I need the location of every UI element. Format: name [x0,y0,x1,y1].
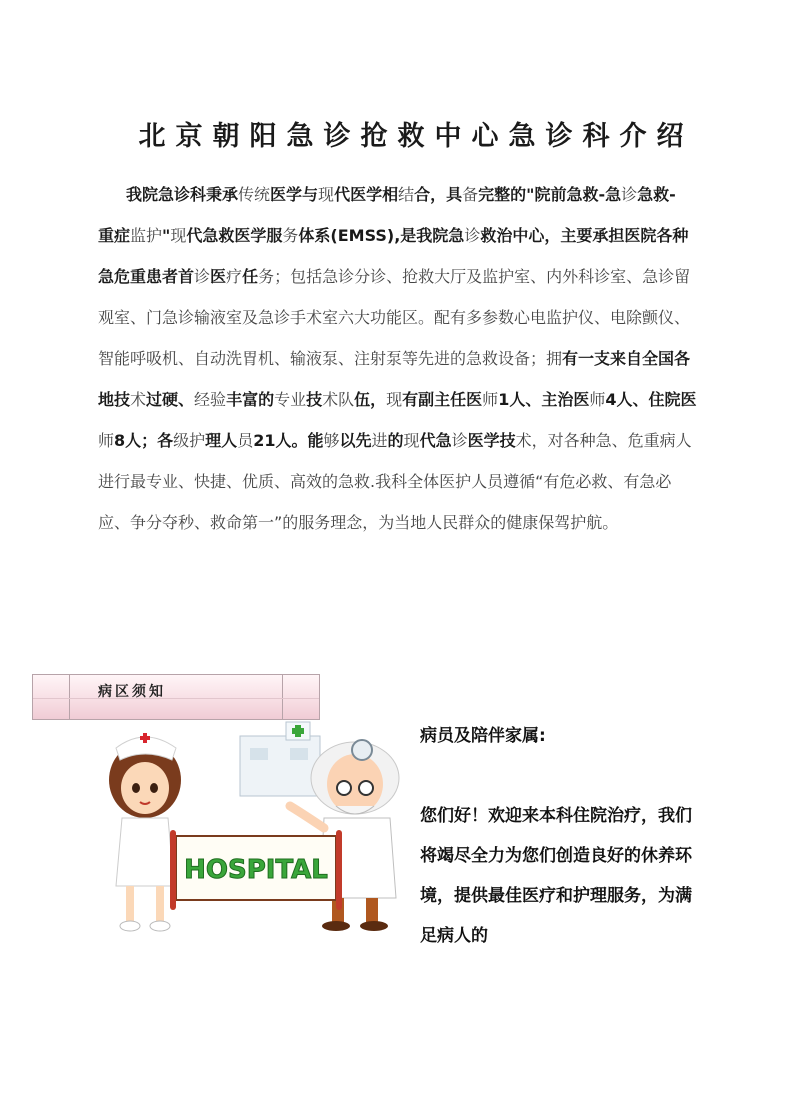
text-run: 疗 [226,267,243,286]
text-run: 务 [282,226,299,245]
notice-heading: 病员及陪伴家属: [420,726,546,746]
text-run: 传统 [238,185,271,204]
text-run: 专业 [274,390,307,409]
text-run: 以先 [339,431,372,450]
text-run: 现 [386,390,403,409]
text-run: 代急救医学服 [186,226,283,245]
text-run: 合，具 [414,185,463,204]
text-run: 师 [589,390,606,409]
text-run: 术 [130,390,147,409]
intro-text [98,174,698,543]
text-run: 代医学相 [334,185,399,204]
text-run: 技 [306,390,323,409]
hospital-sign-banner [170,830,342,910]
section-tab-label: 病区须知 [98,684,166,700]
page-title: 北京朝阳急诊抢救中心急诊科介绍 [138,121,694,152]
text-run: 体系(EMSS),是我院急 [298,226,465,245]
text-run: 务；包括急诊分诊、抢救大厅及监护室、内外科诊室、急诊留观室、门急诊输液室及急诊手术室六大功能区。配有多参数心电监护仪、电除颤仪、智能呼吸机、自动洗胃机、输液泵、注射泵等先进的急救设备；拥 [98,267,691,368]
text-run: 4人、住院医 [605,390,697,409]
intro-paragraph-1 [98,174,698,215]
text-run: " [162,226,171,245]
text-run: 救治中心，主要承担医院各种急危重患者首 [98,226,689,286]
text-run: 员 [237,431,254,450]
text-run: 师 [98,431,115,450]
text-run: 8人；各 [114,431,174,450]
text-run: 过硬、 [146,390,195,409]
text-run: 理人 [205,431,238,450]
text-run: 诊 [194,267,211,286]
notice-text [420,716,702,956]
text-run: 诊 [451,431,468,450]
text-run: 诊 [621,185,638,204]
text-run: 现 [403,431,420,450]
text-run: 医 [210,267,227,286]
text-run: 医学与 [270,185,319,204]
text-run: 任 [242,267,259,286]
text-run: 术队 [322,390,355,409]
text-run: 伍， [354,390,387,409]
section-tab [32,674,320,720]
text-run: 结 [398,185,415,204]
text-run: 进 [371,431,388,450]
text-run: 重症 [98,226,131,245]
text-run: 监护 [130,226,163,245]
hospital-sign-text: HOSPITAL [184,855,328,885]
text-run: 经验 [194,390,227,409]
hospital-illustration [100,718,410,936]
text-run: 术，对各种急、危重病人进行最专业、快捷、优质、高效的急救.我科全体医护人员遵循“有危必救、有急必应、争分夺秒、救命第一”的服务理念，为当地人民群众的健康保驾护航。 [98,431,692,532]
text-run: 医学技 [467,431,516,450]
text-run: 急救- [637,185,676,204]
text-run: 1人、主治医 [498,390,590,409]
hospital-building-icon [240,722,320,796]
text-run: 诊 [464,226,481,245]
text-run: 我院急诊科秉承 [126,185,239,204]
text-run: 丰富的 [226,390,275,409]
text-run: 完整的"院前急救-急 [478,185,622,204]
notice-body: 您们好！欢迎来本科住院治疗，我们将竭尽全力为您们创造良好的休养环境，提供最佳医疗和护理服务，为满足病人的 [420,806,692,946]
text-run: 备 [462,185,479,204]
text-run: 级护 [173,431,206,450]
text-run: 21人。能 [253,431,324,450]
text-run: 够 [323,431,340,450]
text-run: 的 [387,431,404,450]
text-run: 师 [482,390,499,409]
text-run: 有副主任医 [402,390,483,409]
text-run: 现 [318,185,335,204]
text-run: 现 [170,226,187,245]
text-run: 代急 [419,431,452,450]
text-run: 有一支来自全国各地技 [98,349,691,409]
intro-paragraph-2 [98,215,698,543]
